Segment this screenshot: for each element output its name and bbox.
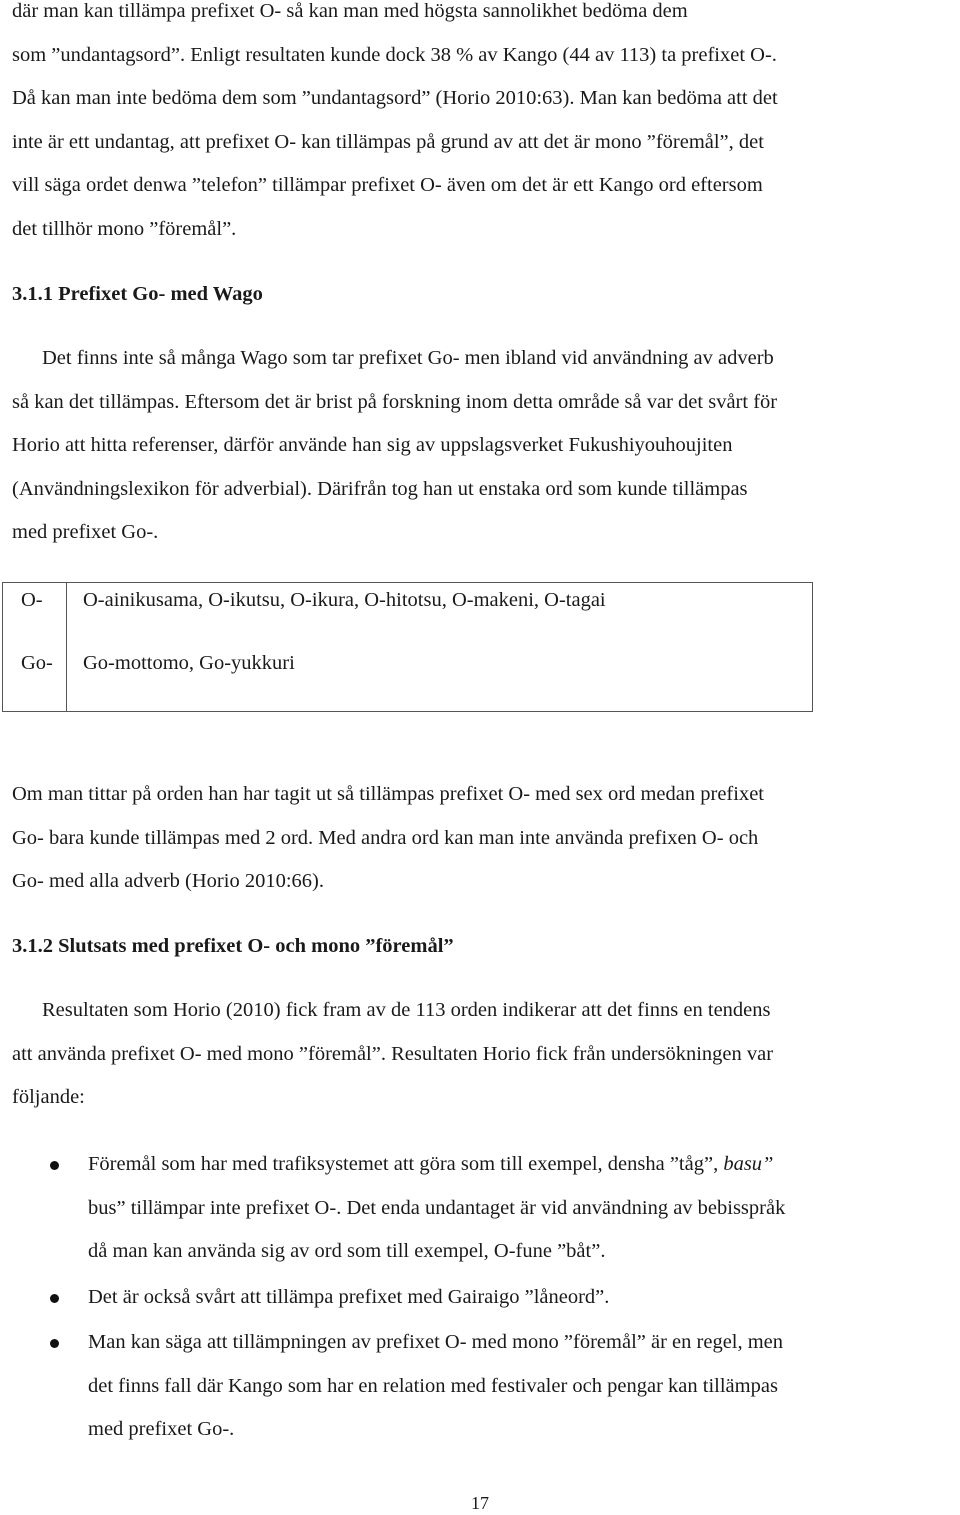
bullet-text-segment: Föremål som har med trafiksystemet att göra som till exempel, densha ”tåg”, — [88, 1153, 724, 1175]
table-cell-words: O-ainikusama, O-ikutsu, O-ikura, O-hitotsu, O-makeni, O-tagai — [83, 589, 606, 611]
text-line: så kan det tillämpas. Eftersom det är brist på forskning inom detta område så var det svårt för — [12, 390, 778, 413]
bullet-line: med prefixet Go-. — [88, 1418, 235, 1440]
paragraph-2 — [12, 337, 944, 555]
bullet-line: då man kan använda sig av ord som till exempel, O-fune ”båt”. — [88, 1240, 606, 1262]
bullet-line: det finns fall där Kango som har en relation med festivaler och pengar kan tillämpas — [88, 1374, 778, 1397]
prefix-table — [2, 582, 813, 712]
bullet-line — [88, 1143, 773, 1187]
text-line: Go- bara kunde tillämpas med 2 ord. Med andra ord kan man inte använda prefixen O- och — [12, 826, 759, 849]
bullet-icon — [50, 1294, 59, 1303]
paragraph-1 — [12, 0, 944, 251]
text-line: Resultaten som Horio (2010) fick fram av de 113 orden indikerar att det finns en tendens — [42, 999, 771, 1021]
text-line: som ”undantagsord”. Enligt resultaten kunde dock 38 % av Kango (44 av 113) ta prefixet O-. — [12, 43, 777, 66]
table-cell-prefix: O- — [21, 589, 43, 611]
text-line: (Användningslexikon för adverbial). Därifrån tog han ut enstaka ord som kunde tillämpas — [12, 477, 748, 500]
text-line: det tillhör mono ”föremål”. — [12, 217, 237, 240]
table-cell-words: Go-mottomo, Go-yukkuri — [83, 652, 295, 674]
text-line: Det finns inte så många Wago som tar prefixet Go- men ibland vid användning av adverb — [42, 347, 774, 369]
text-line: där man kan tillämpa prefixet O- så kan man med högsta sannolikhet bedöma dem — [12, 0, 688, 22]
text-line: med prefixet Go-. — [12, 521, 159, 543]
text-line: följande: — [12, 1086, 85, 1108]
text-line: Då kan man inte bedöma dem som ”undantagsord” (Horio 2010:63). Man kan bedöma att det — [12, 87, 778, 109]
page-number: 17 — [471, 1493, 489, 1513]
bullet-italic-segment: basu” — [723, 1153, 774, 1175]
paragraph-3 — [12, 773, 944, 904]
text-line: inte är ett undantag, att prefixet O- kan tillämpas på grund av att det är mono ”föremål”, det — [12, 130, 764, 153]
bullet-line: Det är också svårt att tillämpa prefixet med Gairaigo ”låneord”. — [88, 1286, 610, 1308]
bullet-icon — [50, 1161, 59, 1170]
bullet-line: bus” tillämpar inte prefixet O-. Det enda undantaget är vid användning av bebisspråk — [88, 1196, 786, 1219]
text-line: Go- med alla adverb (Horio 2010:66). — [12, 870, 324, 892]
section-heading-3-1-2: 3.1.2 Slutsats med prefixet O- och mono ”föremål” — [12, 935, 454, 957]
text-line: Horio att hitta referenser, därför använde han sig av uppslagsverket Fukushiyouhoujiten — [12, 434, 733, 456]
text-line: att använda prefixet O- med mono ”föremål”. Resultaten Horio fick från undersökningen var — [12, 1042, 774, 1065]
bullet-line: Man kan säga att tillämpningen av prefixet O- med mono ”föremål” är en regel, men — [88, 1331, 784, 1353]
text-line: vill säga ordet denwa ”telefon” tillämpar prefixet O- även om det är ett Kango ord eftersom — [12, 174, 763, 196]
bullet-icon — [50, 1339, 59, 1348]
section-heading-3-1-1: 3.1.1 Prefixet Go- med Wago — [12, 283, 263, 305]
text-line: Om man tittar på orden han har tagit ut så tillämpas prefixet O- med sex ord medan prefixet — [12, 783, 764, 805]
table-cell-prefix: Go- — [21, 652, 53, 674]
table-divider — [66, 583, 67, 711]
paragraph-4 — [12, 989, 944, 1120]
